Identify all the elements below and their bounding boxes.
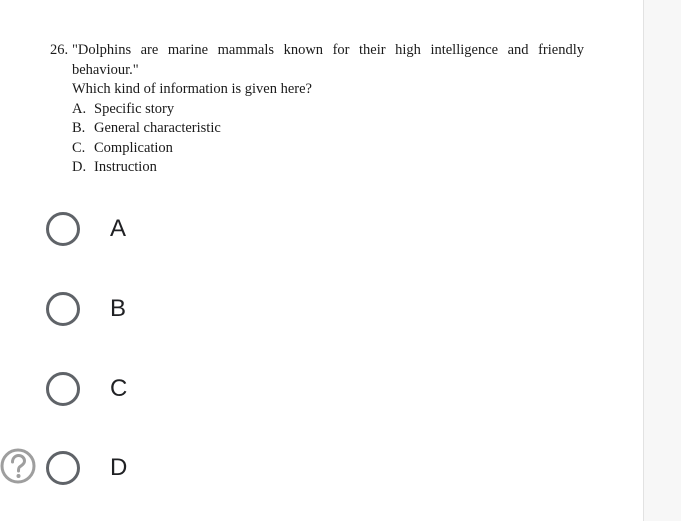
question-choice-c (72, 139, 584, 159)
right-side-panel (643, 0, 681, 521)
answer-option-c[interactable] (46, 368, 127, 410)
help-circle-icon[interactable] (0, 447, 38, 485)
choice-text: Specific story (94, 100, 175, 117)
choice-text: General characteristic (94, 120, 221, 136)
question-image-text (50, 41, 584, 178)
choice-letter: B. (72, 120, 86, 136)
answer-option-b[interactable] (46, 288, 126, 330)
answer-option-d[interactable] (46, 447, 127, 489)
radio-unchecked-icon[interactable] (46, 212, 80, 246)
question-stem (50, 41, 584, 80)
choice-text: Instruction (94, 159, 157, 175)
question-quote: "Dolphins are marine mammals known for their high intelligence and friendly behaviour." (72, 42, 584, 78)
answer-option-label: A (110, 215, 127, 242)
help-circle-icon-graphic (0, 447, 38, 485)
answer-option-label: C (110, 375, 128, 402)
question-choice-b (72, 119, 584, 139)
question-choice-a (72, 100, 584, 120)
radio-unchecked-icon[interactable] (46, 292, 80, 326)
answer-option-label: B (110, 295, 127, 322)
choice-letter: D. (72, 159, 87, 175)
question-choice-d (72, 158, 584, 178)
question-choice-list (72, 100, 584, 178)
answer-option-a[interactable] (46, 208, 126, 250)
radio-unchecked-icon[interactable] (46, 372, 80, 406)
question-number: 26. (50, 42, 69, 58)
question-prompt: Which kind of information is given here? (72, 81, 312, 97)
choice-letter: A. (72, 100, 87, 117)
answer-option-label: D (110, 454, 128, 481)
choice-letter: C. (72, 139, 86, 156)
radio-unchecked-icon[interactable] (46, 451, 80, 485)
choice-text: Complication (94, 139, 173, 156)
